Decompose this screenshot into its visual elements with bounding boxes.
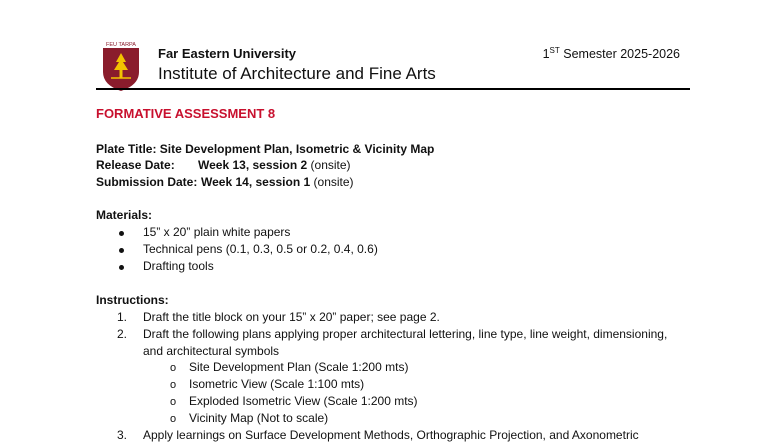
plate-title-label: Plate Title: [96,142,157,156]
institute-name: Institute of Architecture and Fine Arts [158,64,436,83]
sub-item: Vicinity Map (Not to scale) [189,411,329,425]
bullet-icon [119,248,124,253]
semester-number: 1 [542,47,550,62]
plate-title-line [96,142,434,156]
material-item: 15” x 20” plain white papers [143,225,291,239]
material-item: Technical pens (0.1, 0.3, 0.5 or 0.2, 0.4, 0.6) [143,242,378,256]
instruction-item: Apply learnings on Surface Development Methods, Orthographic Projection, and Axonometric [143,428,639,442]
semester-superscript: ST [549,46,560,55]
submission-week: Week 14, session 1 (onsite) [201,175,354,189]
release-mode: (onsite) [307,158,351,172]
plate-title-value: Site Development Plan, Isometric & Vicinity Map [156,142,435,156]
submission-date-label: Submission Date: [96,175,198,189]
assessment-title: FORMATIVE ASSESSMENT 8 [96,106,276,121]
sub-item: Exploded Isometric View (Scale 1:200 mts) [189,394,418,408]
sub-bullet-marker: o [170,413,177,425]
material-item: Drafting tools [143,259,214,273]
submission-date-line [96,175,354,189]
instruction-item: Draft the title block on your 15” x 20” paper; see page 2. [143,310,440,324]
release-date-line [96,158,351,172]
logo-lettering: FEU TARPA [106,42,136,48]
sub-bullet-marker: o [170,396,177,408]
semester-label [543,46,680,61]
sub-bullet-marker: o [170,362,177,374]
bullet-icon [119,231,124,236]
instruction-number: 3. [117,428,128,442]
sub-bullet-marker: o [170,379,177,391]
submission-mode: (onsite) [310,175,354,189]
instruction-item-continued: and architectural symbols [143,344,280,358]
release-week: Week 13, session 2 (onsite) [198,158,351,172]
sub-item: Isometric View (Scale 1:100 mts) [189,377,365,391]
sub-item: Site Development Plan (Scale 1:200 mts) [189,360,409,374]
semester-text: Semester 2025-2026 [559,47,680,62]
university-logo [99,40,143,92]
release-date-label: Release Date: [96,158,175,172]
materials-heading: Materials: [96,208,153,222]
instruction-number: 1. [117,310,128,324]
university-name: Far Eastern University [158,46,297,61]
bullet-icon [119,265,124,270]
instructions-heading: Instructions: [96,293,169,307]
instruction-number: 2. [117,327,128,341]
instruction-item: Draft the following plans applying proper architectural lettering, line type, line weight, dimensioning, [143,327,668,341]
header-rule [96,88,690,90]
